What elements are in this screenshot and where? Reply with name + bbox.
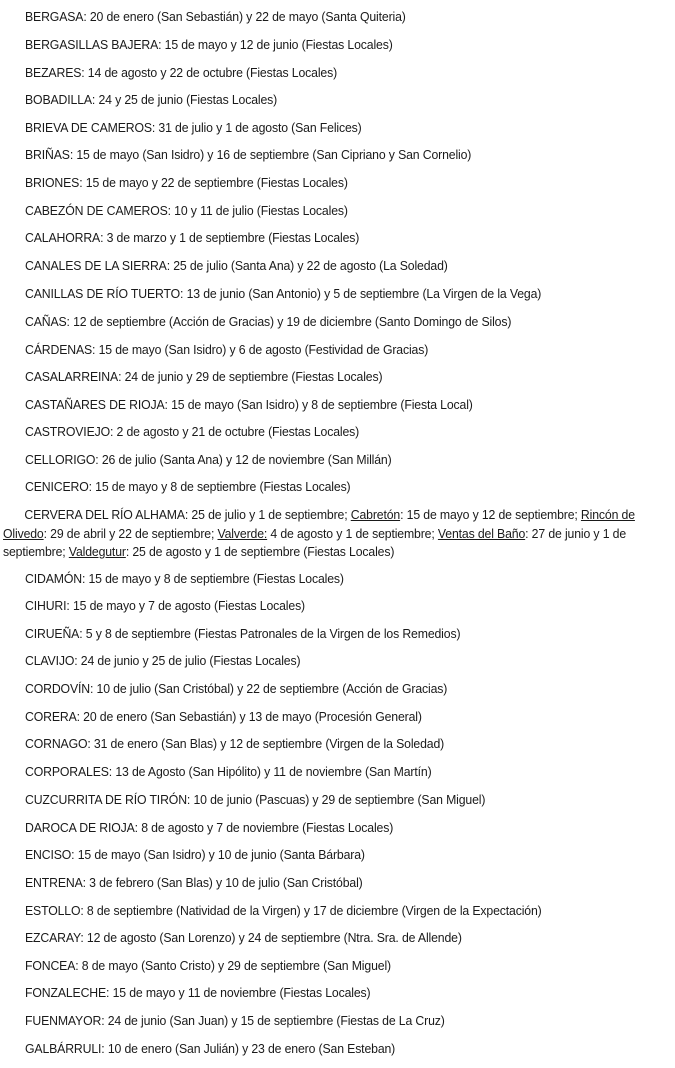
cervera-valdegutur: Valdegutur: [68, 544, 126, 559]
entry-fonzaleche: FONZALECHE: 15 de mayo y 11 de noviembre (Fiestas Locales): [25, 985, 371, 1000]
entry-enciso: ENCISO: 15 de mayo (San Isidro) y 10 de junio (Santa Bárbara): [25, 847, 365, 862]
entry-casalarreina: CASALARREINA: 24 de junio y 29 de septiembre (Fiestas Locales): [25, 369, 383, 384]
entry-daroca-de-rioja: DAROCA DE RIOJA: 8 de agosto y 7 de noviembre (Fiestas Locales): [25, 820, 394, 835]
entry-bobadilla: BOBADILLA: 24 y 25 de junio (Fiestas Locales): [25, 92, 278, 107]
entry-cellorigo: CELLORIGO: 26 de julio (Santa Ana) y 12 de noviembre (San Millán): [25, 452, 392, 467]
cervera-rincon-de-olivedo: Rincón de Olivedo: [3, 507, 635, 541]
entry-galbarruli: GALBÁRRULI: 10 de enero (San Julián) y 23 de enero (San Esteban): [25, 1041, 396, 1056]
entry-cuzcurrita-de-rio-tiron: CUZCURRITA DE RÍO TIRÓN: 10 de junio (Pascuas) y 29 de septiembre (San Miguel): [25, 792, 486, 807]
entry-estollo: ESTOLLO: 8 de septiembre (Natividad de la Virgen) y 17 de diciembre (Virgen de la Expectación): [25, 903, 542, 918]
entry-canillas-de-rio-tuerto: CANILLAS DE RÍO TUERTO: 13 de junio (San Antonio) y 5 de septiembre (La Virgen de la Vega): [25, 286, 542, 301]
entry-bergasa: BERGASA: 20 de enero (San Sebastián) y 22 de mayo (Santa Quiteria): [25, 9, 406, 24]
entry-cihuri: CIHURI: 15 de mayo y 7 de agosto (Fiestas Locales): [25, 598, 306, 613]
entry-cenicero: CENICERO: 15 de mayo y 8 de septiembre (Fiestas Locales): [25, 479, 351, 494]
entry-brieva-de-cameros: BRIEVA DE CAMEROS: 31 de julio y 1 de agosto (San Felices): [25, 120, 362, 135]
cervera-text-1: CERVERA DEL RÍO ALHAMA: 25 de julio y 1 de septiembre;: [24, 507, 351, 522]
cervera-text-5: : 27 de junio y 1 de septiembre;: [3, 525, 627, 559]
entry-calahorra: CALAHORRA: 3 de marzo y 1 de septiembre (Fiestas Locales): [25, 230, 360, 245]
entry-cornago: CORNAGO: 31 de enero (San Blas) y 12 de septiembre (Virgen de la Soledad): [25, 736, 445, 751]
entry-cirruena: CIRUEÑA: 5 y 8 de septiembre (Fiestas Patronales de la Virgen de los Remedios): [25, 626, 461, 641]
cervera-valverde: Valverde:: [217, 525, 268, 541]
entry-canales-de-la-sierra: CANALES DE LA SIERRA: 25 de julio (Santa Ana) y 22 de agosto (La Soledad): [25, 258, 448, 273]
entry-canas: CAÑAS: 12 de septiembre (Acción de Gracias) y 19 de diciembre (Santo Domingo de Silos): [25, 314, 512, 329]
cervera-cabreton: Cabretón: [350, 507, 401, 522]
cervera-text-2: : 15 de mayo y 12 de septiembre;: [400, 507, 581, 522]
entry-bezares: BEZARES: 14 de agosto y 22 de octubre (Fiestas Locales): [25, 65, 338, 80]
entry-castroviejo: CASTROVIEJO: 2 de agosto y 21 de octubre (Fiestas Locales): [25, 424, 360, 439]
entry-entrena: ENTRENA: 3 de febrero (San Blas) y 10 de julio (San Cristóbal): [25, 875, 363, 890]
cervera-text-4: 4 de agosto y 1 de septiembre;: [267, 525, 438, 541]
entry-cardenas: CÁRDENAS: 15 de mayo (San Isidro) y 6 de agosto (Festividad de Gracias): [25, 342, 429, 357]
entry-cordovin: CORDOVÍN: 10 de julio (San Cristóbal) y 22 de septiembre (Acción de Gracias): [25, 681, 448, 696]
entry-foncea: FONCEA: 8 de mayo (Santo Cristo) y 29 de septiembre (San Miguel): [25, 958, 391, 973]
cervera-text-3: : 29 de abril y 22 de septiembre;: [43, 525, 218, 541]
entry-cervera-del-rio-alhama: [3, 506, 673, 562]
entry-briones: BRIONES: 15 de mayo y 22 de septiembre (Fiestas Locales): [25, 175, 348, 190]
entry-corera: CORERA: 20 de enero (San Sebastián) y 13 de mayo (Procesión General): [25, 709, 422, 724]
entry-cabezon-de-cameros: CABEZÓN DE CAMEROS: 10 y 11 de julio (Fiestas Locales): [25, 203, 348, 218]
cervera-ventas-del-bano: Ventas del Baño: [437, 525, 526, 541]
entry-brinas: BRIÑAS: 15 de mayo (San Isidro) y 16 de septiembre (San Cipriano y San Cornelio): [25, 147, 472, 162]
entry-cidamon: CIDAMÓN: 15 de mayo y 8 de septiembre (Fiestas Locales): [25, 571, 344, 586]
entry-fuenmayor: FUENMAYOR: 24 de junio (San Juan) y 15 de septiembre (Fiestas de La Cruz): [25, 1013, 445, 1028]
entry-bergasillas-bajera: BERGASILLAS BAJERA: 15 de mayo y 12 de junio (Fiestas Locales): [25, 37, 393, 52]
entry-castanares-de-rioja: CASTAÑARES DE RIOJA: 15 de mayo (San Isidro) y 8 de septiembre (Fiesta Local): [25, 397, 473, 412]
entry-clavijo: CLAVIJO: 24 de junio y 25 de julio (Fiestas Locales): [25, 653, 301, 668]
entry-ezcaray: EZCARAY: 12 de agosto (San Lorenzo) y 24 de septiembre (Ntra. Sra. de Allende): [25, 930, 462, 945]
entry-corporales: CORPORALES: 13 de Agosto (San Hipólito) y 11 de noviembre (San Martín): [25, 764, 432, 779]
cervera-text-6: : 25 de agosto y 1 de septiembre (Fiestas Locales): [125, 544, 395, 559]
